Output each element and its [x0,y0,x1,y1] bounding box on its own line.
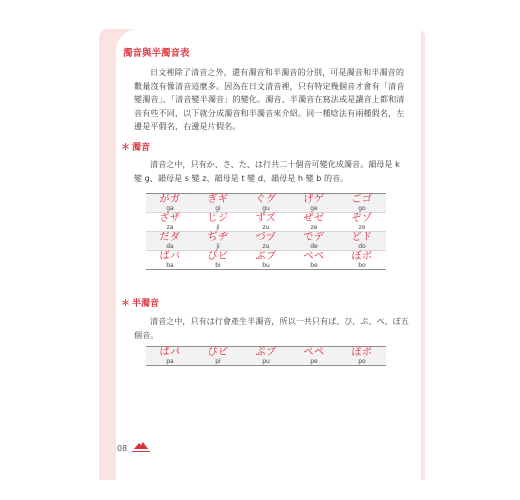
table-row [146,251,386,270]
kana-text: だダ [159,231,181,243]
page-number: 08 [117,444,128,453]
romaji-text: ga [166,204,174,212]
kana-cell [290,213,338,231]
romaji-text: bo [358,261,366,269]
romaji-text: zu [262,242,270,250]
table-row [146,213,386,232]
kana-text: ずズ [255,212,277,224]
kana-cell [194,213,242,231]
kana-text: ざザ [159,212,181,224]
kana-text: ぐグ [255,193,277,205]
kana-cell [146,232,194,250]
kana-text: ぱパ [159,346,181,358]
romaji-text: pu [262,357,270,365]
romaji-text: pa [166,357,174,365]
dakuon-table [146,193,386,270]
table-row [146,194,386,213]
kana-text: ぢヂ [207,231,229,243]
romaji-text: be [310,261,318,269]
footer-divider [132,451,150,452]
dakuon-description: 清音之中，只有か、さ、た、は行共二十個音可變化成濁音。韻母是 k 變 g、韻母是 s 變 z、韻母是 t 變 d、韻母是 h 變 b 的音。 [134,159,400,183]
kana-cell [338,194,386,212]
kana-text: ぺペ [303,346,325,358]
kana-text: ぷプ [255,346,277,358]
romaji-text: do [358,242,366,250]
kana-cell [146,213,194,231]
kana-cell [338,232,386,250]
romaji-text: ge [310,204,318,212]
handakuon-heading [121,296,159,309]
kana-text: ぜゼ [303,212,325,224]
romaji-text: de [310,242,318,250]
kana-text: ぶブ [255,250,277,262]
kana-cell [242,213,290,231]
kana-text: ぴピ [207,346,229,358]
handakuon-table [146,346,386,366]
romaji-text: go [358,204,366,212]
intro-paragraph: 日文裡除了清音之外，還有濁音和半濁音的分別，可是濁音和半濁音的數量沒有像清音這麼多。因為在日文清音裡，只有特定幾個音才會有「清音變濁音」、「清音變半濁音」的變化。濁音、半濁音在寫法或是讀音上都和清音有些不同，以下就分成濁音和半濁音來介紹。同一種唸法有兩種假名，左邊是平假名，右邊是片假名。 [134,67,405,131]
romaji-text: da [166,242,174,250]
kana-text: べベ [303,250,325,262]
kana-text: びビ [207,250,229,262]
kana-text: がガ [159,193,181,205]
romaji-text: ba [166,261,174,269]
mountain-icon [133,440,149,450]
kana-text: ぽポ [351,346,373,358]
kana-cell [290,347,338,365]
kana-cell [194,232,242,250]
kana-text: でデ [303,231,325,243]
star-icon: ＊ [121,299,131,309]
kana-cell [338,347,386,365]
romaji-text: zo [358,223,366,231]
romaji-text: pe [310,357,318,365]
dakuon-heading-label: 濁音 [132,143,151,153]
kana-cell [290,232,338,250]
handakuon-description: 清音之中，只有は行會產生半濁音，所以一共只有ぱ、ぴ、ぷ、ぺ、ぽ五個音。 [134,316,409,340]
romaji-text: za [166,223,174,231]
kana-cell [194,194,242,212]
kana-text: ぼボ [351,250,373,262]
romaji-text: zu [262,223,270,231]
romaji-text: ji [216,223,220,231]
romaji-text: pi [215,357,221,365]
romaji-text: bu [262,261,270,269]
romaji-text: gu [262,204,270,212]
romaji-text: ji [216,242,220,250]
kana-cell [242,232,290,250]
kana-text: ばバ [159,250,181,262]
kana-text: ごゴ [351,193,373,205]
kana-cell [242,194,290,212]
kana-cell [194,347,242,365]
kana-cell [290,194,338,212]
kana-cell [242,251,290,269]
handakuon-heading-label: 半濁音 [132,299,160,309]
section-title: 濁音與半濁音表 [123,48,190,59]
kana-cell [146,251,194,269]
romaji-text: gi [215,204,221,212]
kana-text: づヅ [255,231,277,243]
romaji-text: po [358,357,366,365]
kana-text: じジ [207,212,229,224]
romaji-text: bi [215,261,221,269]
dakuon-heading [121,140,150,153]
kana-text: ぎギ [207,193,229,205]
kana-cell [146,347,194,365]
table-row [146,232,386,251]
star-icon: ＊ [121,143,131,153]
romaji-text: ze [310,223,318,231]
kana-text: どド [351,231,373,243]
kana-cell [146,194,194,212]
kana-cell [194,251,242,269]
kana-text: げゲ [303,193,325,205]
kana-cell [290,251,338,269]
table-row [146,347,386,366]
kana-cell [338,213,386,231]
kana-cell [242,347,290,365]
kana-text: ぞゾ [351,212,373,224]
kana-cell [338,251,386,269]
